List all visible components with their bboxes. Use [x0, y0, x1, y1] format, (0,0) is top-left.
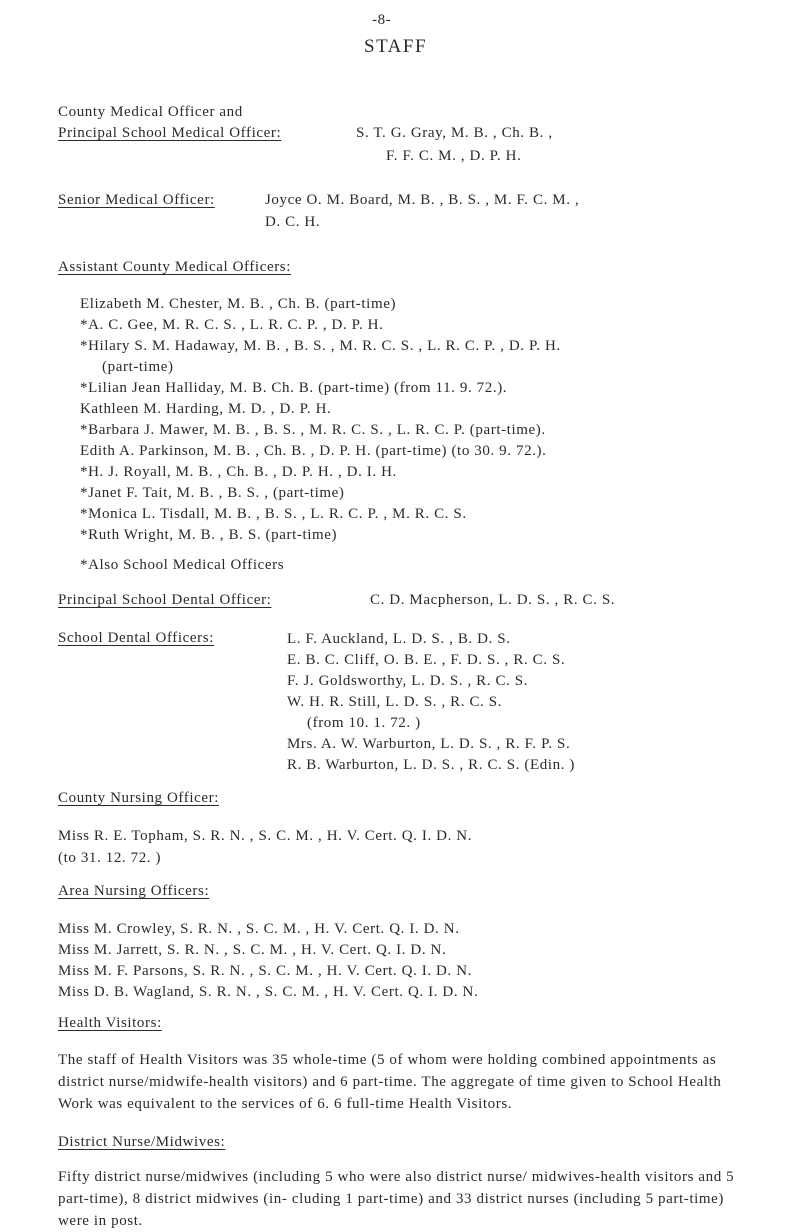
dnm-heading: District Nurse/Midwives: — [58, 1134, 226, 1150]
acmo-entry: *A. C. Gee, M. R. C. S. , L. R. C. P. , D. P. H. — [80, 317, 384, 333]
acmo-entry: Kathleen M. Harding, M. D. , D. P. H. — [80, 401, 332, 417]
acmo-entry: *Lilian Jean Halliday, M. B. Ch. B. (part-time) (from 11. 9. 72.). — [80, 380, 508, 396]
page-title: STAFF — [364, 36, 428, 57]
acmo-entry: Elizabeth M. Chester, M. B. , Ch. B. (part-time) — [80, 296, 397, 312]
acmo-entry: *Janet F. Tait, M. B. , B. S. , (part-time) — [80, 485, 345, 501]
ano-heading: Area Nursing Officers: — [58, 883, 210, 899]
sdo-entry: W. H. R. Still, L. D. S. , R. C. S. — [287, 694, 503, 710]
ano-entry: Miss D. B. Wagland, S. R. N. , S. C. M. , H. V. Cert. Q. I. D. N. — [58, 984, 479, 1000]
sdo-label: School Dental Officers: — [58, 630, 214, 646]
sdo-entry: L. F. Auckland, L. D. S. , B. D. S. — [287, 631, 511, 647]
ano-entry: Miss M. F. Parsons, S. R. N. , S. C. M. , H. V. Cert. Q. I. D. N. — [58, 963, 472, 979]
acmo-entry: *Hilary S. M. Hadaway, M. B. , B. S. , M. R. C. S. , L. R. C. P. , D. P. H. — [80, 338, 561, 354]
dnm-paragraph: Fifty district nurse/midwives (including 5 who were also district nurse/ midwives-health visitors and 5 part-time), 8 district midwives (in- cluding 1 part-time) and 33 district nurses (including 5 part-time) were in post. — [58, 1169, 735, 1229]
cno-entry: Miss R. E. Topham, S. R. N. , S. C. M. , H. V. Cert. Q. I. D. N. — [58, 828, 473, 844]
smo-value-line1: Joyce O. M. Board, M. B. , B. S. , M. F. C. M. , — [265, 192, 580, 208]
acmo-entry: *Monica L. Tisdall, M. B. , B. S. , L. R. C. P. , M. R. C. S. — [80, 506, 467, 522]
cmo-label-line1: County Medical Officer and — [58, 104, 243, 120]
cmo-value-line2: F. F. C. M. , D. P. H. — [386, 148, 522, 164]
cno-entry: (to 31. 12. 72. ) — [58, 850, 162, 866]
acmo-entry: *Ruth Wright, M. B. , B. S. (part-time) — [80, 527, 338, 543]
acmo-heading: Assistant County Medical Officers: — [58, 259, 292, 275]
sdo-entry: (from 10. 1. 72. ) — [307, 715, 421, 731]
psdo-label: Principal School Dental Officer: — [58, 592, 272, 608]
cno-heading: County Nursing Officer: — [58, 790, 220, 806]
acmo-entry: *Barbara J. Mawer, M. B. , B. S. , M. R. C. S. , L. R. C. P. (part-time). — [80, 422, 546, 438]
sdo-entry: F. J. Goldsworthy, L. D. S. , R. C. S. — [287, 673, 529, 689]
ano-entry: Miss M. Jarrett, S. R. N. , S. C. M. , H. V. Cert. Q. I. D. N. — [58, 942, 447, 958]
sdo-entry: E. B. C. Cliff, O. B. E. , F. D. S. , R. C. S. — [287, 652, 566, 668]
smo-value-line2: D. C. H. — [265, 214, 321, 230]
sdo-entry: R. B. Warburton, L. D. S. , R. C. S. (Edin. ) — [287, 757, 576, 773]
acmo-entry: Edith A. Parkinson, M. B. , Ch. B. , D. P. H. (part-time) (to 30. 9. 72.). — [80, 443, 547, 459]
page-number: -8- — [372, 12, 392, 28]
cmo-value-line1: S. T. G. Gray, M. B. , Ch. B. , — [356, 125, 553, 141]
ano-entry: Miss M. Crowley, S. R. N. , S. C. M. , H. V. Cert. Q. I. D. N. — [58, 921, 460, 937]
psdo-value: C. D. Macpherson, L. D. S. , R. C. S. — [370, 592, 616, 608]
acmo-entry: (part-time) — [102, 359, 174, 375]
acmo-footnote: *Also School Medical Officers — [80, 557, 285, 573]
cmo-label-line2: Principal School Medical Officer: — [58, 125, 282, 141]
sdo-entry: Mrs. A. W. Warburton, L. D. S. , R. F. P. S. — [287, 736, 571, 752]
hv-heading: Health Visitors: — [58, 1015, 162, 1031]
hv-paragraph: The staff of Health Visitors was 35 whole-time (5 of whom were holding combined appointments as district nurse/midwife-health visitors) and 6 part-time. The aggregate of time given to School Health Work was equivalent to the services of 6. 6 full-time Health Visitors. — [58, 1052, 722, 1112]
acmo-entry: *H. J. Royall, M. B. , Ch. B. , D. P. H. , D. I. H. — [80, 464, 397, 480]
smo-label: Senior Medical Officer: — [58, 192, 215, 208]
